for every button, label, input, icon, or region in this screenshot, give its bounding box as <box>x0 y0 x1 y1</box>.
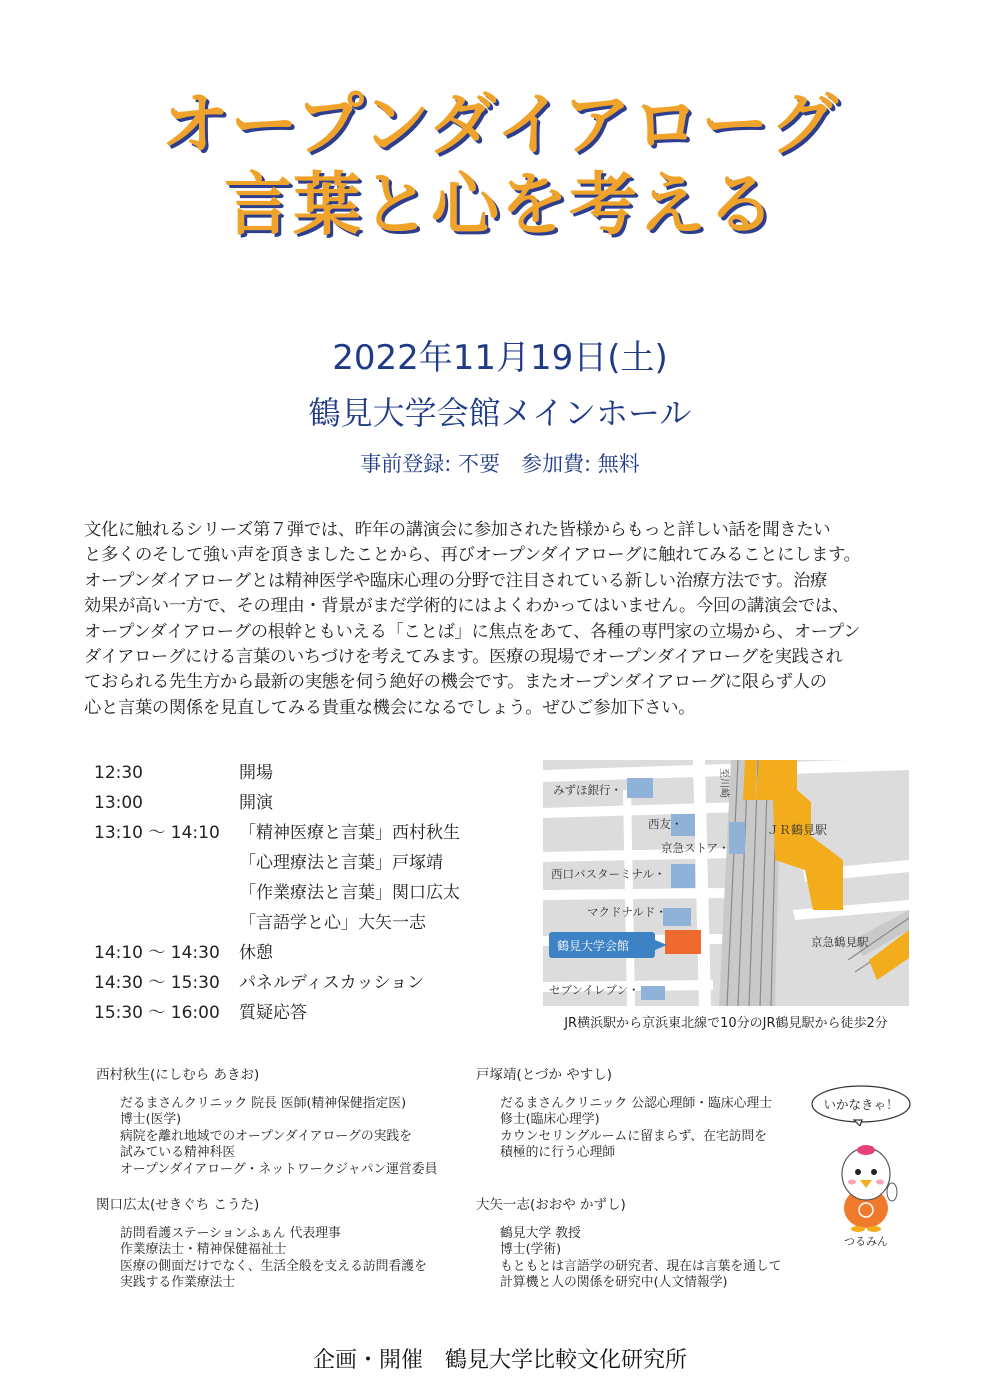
schedule-time: 15:30 ～ 16:00 <box>94 1003 220 1023</box>
schedule-event: 質疑応答 <box>239 1003 307 1023</box>
intro-line: 心と言葉の関係を見直してみる貴重な機会になるでしょう。ぜひご参加下さい。 <box>84 697 696 718</box>
speaker-line: だるまさんクリニック 院長 医師(精神保健指定医) <box>120 1095 407 1111</box>
speaker-line: 計算機と人の関係を研究中(人文情報学) <box>500 1275 728 1291</box>
speaker-line: 博士(医学) <box>120 1112 182 1128</box>
speaker-name: 大矢一志(おおや かずし) <box>476 1197 626 1213</box>
map-label-keikyu-store: 京急ストア・ <box>661 841 730 855</box>
speaker-line: もともとは言語学の研究者、現在は言葉を通して <box>500 1258 782 1274</box>
schedule-row <box>94 908 524 938</box>
schedule-time: 13:00 <box>94 793 143 813</box>
registration-info: 事前登録: 不要 参加費: 無料 <box>360 452 640 476</box>
speaker-line: 医療の側面だけでなく、生活全般を支える訪問看護を <box>120 1258 427 1274</box>
intro-line: ておられる先生方から最新の実態を伺う絶好の機会です。またオープンダイアローグに限らず人の <box>84 672 827 693</box>
schedule-event: 「作業療法と言葉」関口広太 <box>239 883 460 903</box>
schedule-time: 12:30 <box>94 763 143 783</box>
organizer-footer: 企画・開催 鶴見大学比較文化研究所 <box>312 1348 687 1373</box>
speaker-bio <box>96 1067 437 1179</box>
speaker-bio <box>476 1197 782 1292</box>
intro-line: 効果が高い一方で、その理由・背景がまだ学術的にはよくわかってはいません。今回の講演会では、 <box>84 596 849 617</box>
map-caption: JR横浜駅から京浜東北線で10分のJR鶴見駅から徒歩2分 <box>564 1016 888 1031</box>
speaker-name: 関口広太(せきぐち こうた) <box>96 1197 260 1213</box>
speaker-line: 実践する作業療法士 <box>120 1275 236 1291</box>
mascot-name: つるみん <box>844 1235 888 1248</box>
speaker-line: 訪問看護ステーションふぁん 代表理事 <box>120 1225 341 1241</box>
intro-line: オープンダイアローグとは精神医学や臨床心理の分野で注目されている新しい治療方法です。治療 <box>84 570 828 591</box>
event-venue: 鶴見大学会館メインホール <box>308 394 692 432</box>
speaker-line: 博士(学術) <box>500 1242 562 1258</box>
speaker-line: 鶴見大学 教授 <box>500 1225 581 1241</box>
schedule-row <box>94 878 524 908</box>
speaker-name: 西村秋生(にしむら あきお) <box>96 1067 260 1083</box>
schedule-row <box>94 938 524 968</box>
schedule-time: 13:10 ～ 14:10 <box>94 823 220 843</box>
schedule-row <box>94 818 524 848</box>
map-label-jr-station: ＪＲ鶴見駅 <box>767 823 828 837</box>
speaker-line: カウンセリングルームに留まらず、在宅訪問を <box>500 1128 768 1144</box>
schedule-event: 休憩 <box>239 943 273 963</box>
venue-building <box>665 930 701 954</box>
schedule-row <box>94 998 524 1028</box>
schedule-list <box>94 758 524 1028</box>
schedule-event: 「言語学と心」大矢一志 <box>239 913 426 933</box>
speaker-name: 戸塚靖(とづか やすし) <box>476 1067 613 1083</box>
schedule-event: 「精神医療と言葉」西村秋生 <box>239 823 460 843</box>
speaker-line: だるまさんクリニック 公認心理師・臨床心理士 <box>500 1095 773 1111</box>
schedule-event: 開演 <box>239 793 273 813</box>
speaker-line: 積極的に行う心理師 <box>500 1145 616 1161</box>
speaker-line: 作業療法士・精神保健福祉士 <box>120 1242 287 1258</box>
map-label-keikyu-station: 京急鶴見駅 <box>811 935 869 949</box>
map-label-mizuho: みずほ銀行・ <box>553 783 622 797</box>
schedule-row <box>94 758 524 788</box>
intro-paragraph <box>84 518 934 721</box>
map-label-mcdonalds: マクドナルド・ <box>587 905 667 919</box>
title-line-1: オープンダイアローグ <box>161 86 839 165</box>
speaker-line: 修士(臨床心理学) <box>500 1112 600 1128</box>
schedule-time: 14:10 ～ 14:30 <box>94 943 220 963</box>
map-label-nishitomo: 西友・ <box>648 817 683 831</box>
speech-bubble-text: いかなきゃ！ <box>823 1097 899 1112</box>
map-label-road: 至川崎 <box>718 768 729 798</box>
schedule-event: パネルディスカッション <box>239 973 425 993</box>
event-date: 2022年11月19日(土) <box>332 338 668 378</box>
map-label-seven-eleven: セブンイレブン・ <box>549 983 640 997</box>
map-svg <box>543 760 909 1006</box>
title-line-2: 言葉と心を考える <box>223 166 776 245</box>
speaker-line: 病院を離れ地域でのオープンダイアローグの実践を <box>120 1128 413 1144</box>
schedule-event: 「心理療法と言葉」戸塚靖 <box>239 853 443 873</box>
speaker-bio <box>96 1197 427 1292</box>
schedule-event: 開場 <box>239 763 273 783</box>
schedule-row <box>94 968 524 998</box>
schedule-row <box>94 788 524 818</box>
schedule-time: 14:30 ～ 15:30 <box>94 973 220 993</box>
intro-line: オープンダイアローグの根幹ともいえる「ことば」に焦点をあて、各種の専門家の立場から、オープン <box>84 621 861 642</box>
speaker-line: オープンダイアローグ・ネットワークジャパン運営委員 <box>120 1161 438 1177</box>
access-map <box>543 760 909 1006</box>
intro-line: と多くのそして強い声を頂きましたことから、再びオープンダイアローグに触れてみることにします。 <box>84 545 861 566</box>
speaker-line: 試みている精神科医 <box>120 1145 236 1161</box>
map-label-venue: 鶴見大学会館 <box>557 939 630 953</box>
map-label-bus-terminal: 西口バスターミナル・ <box>551 867 666 881</box>
jr-station-platform <box>743 760 757 800</box>
intro-line: 文化に触れるシリーズ第７弾では、昨年の講演会に参加された皆様からもっと詳しい話を聞きたい <box>84 520 831 540</box>
intro-line: ダイアローグにける言葉のいちづけを考えてみます。医療の現場でオープンダイアローグを実践され <box>84 647 843 668</box>
mascot-bird-icon <box>826 1140 906 1232</box>
speaker-bio <box>476 1067 772 1162</box>
schedule-row <box>94 848 524 878</box>
